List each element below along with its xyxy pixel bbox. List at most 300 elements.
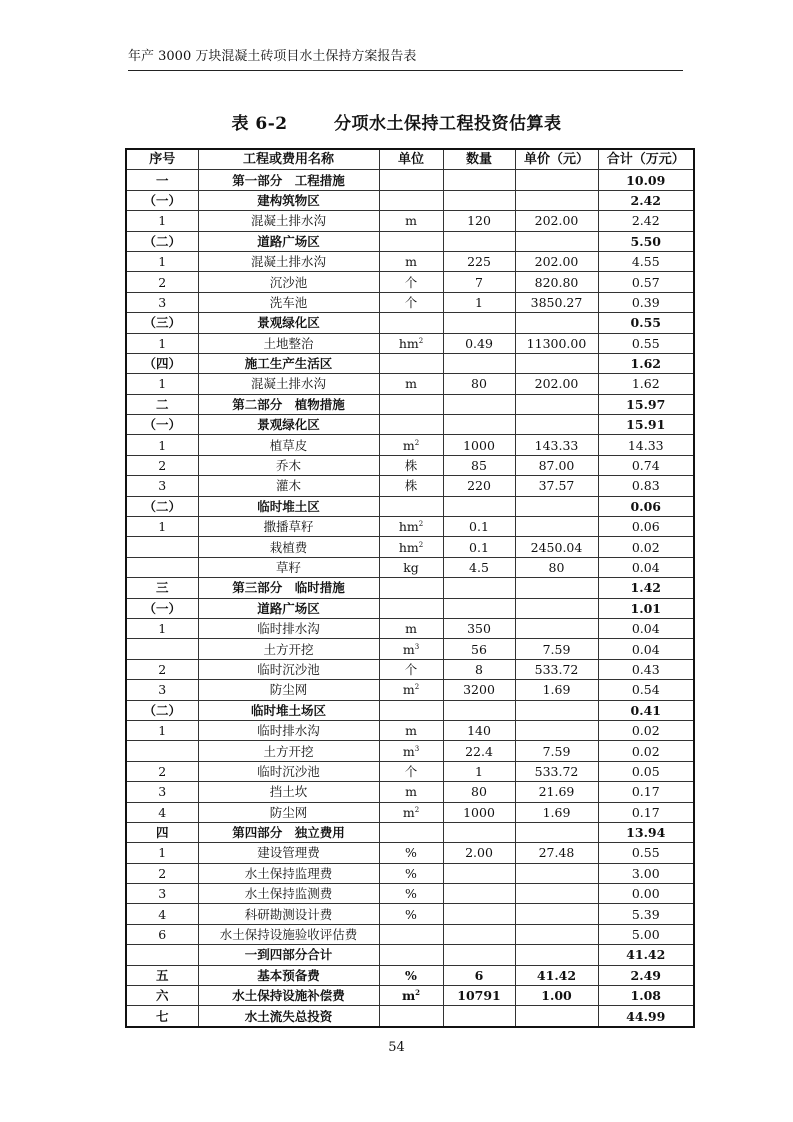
- cell-price: [515, 863, 598, 883]
- cell-unit: [379, 720, 443, 740]
- unit-text: m: [402, 743, 415, 759]
- cell-no: （二）: [126, 700, 198, 720]
- cell-no: 四: [126, 822, 198, 842]
- cell-total: 0.17: [598, 802, 694, 822]
- cell-no: 3: [126, 476, 198, 496]
- cell-unit: [379, 251, 443, 271]
- cell-name: 一到四部分合计: [198, 945, 379, 965]
- table-row: [126, 517, 694, 537]
- cell-unit: [379, 598, 443, 618]
- cell-name: 草籽: [198, 557, 379, 577]
- cell-unit: [379, 700, 443, 720]
- cell-name: 临时排水沟: [198, 720, 379, 740]
- cell-no: [126, 741, 198, 761]
- page-number: 54: [388, 1040, 405, 1055]
- table-row: [126, 986, 694, 1006]
- cell-qty: [443, 945, 515, 965]
- cell-unit: [379, 170, 443, 190]
- cell-qty: [443, 578, 515, 598]
- cell-no: 2: [126, 761, 198, 781]
- unit-text: 个: [404, 661, 418, 677]
- cell-qty: 4.5: [443, 557, 515, 577]
- cell-unit: [379, 292, 443, 312]
- cell-no: 2: [126, 659, 198, 679]
- cell-unit: [379, 965, 443, 985]
- table-row: [126, 272, 694, 292]
- unit-text: 株: [404, 458, 418, 474]
- col-header-qty: 数量: [443, 149, 515, 170]
- cell-name: 建构筑物区: [198, 190, 379, 210]
- cell-total: 1.08: [598, 986, 694, 1006]
- cell-qty: [443, 353, 515, 373]
- cell-price: 7.59: [515, 741, 598, 761]
- cell-name: 临时堆土区: [198, 496, 379, 516]
- table-row: [126, 700, 694, 720]
- cell-no: 三: [126, 578, 198, 598]
- cell-qty: 220: [443, 476, 515, 496]
- cell-qty: [443, 822, 515, 842]
- cell-name: 防尘网: [198, 802, 379, 822]
- unit-text: m: [405, 254, 417, 270]
- cell-price: [515, 904, 598, 924]
- cell-total: 0.43: [598, 659, 694, 679]
- cell-name: 防尘网: [198, 680, 379, 700]
- cell-unit: [379, 945, 443, 965]
- cell-total: 2.42: [598, 190, 694, 210]
- cell-price: 41.42: [515, 965, 598, 985]
- cell-price: [515, 598, 598, 618]
- cell-unit: [379, 353, 443, 373]
- cell-name: 土方开挖: [198, 639, 379, 659]
- unit-text: m: [401, 988, 416, 1004]
- unit-text: m: [402, 804, 415, 820]
- unit-exponent: 2: [415, 988, 421, 998]
- cell-price: [515, 190, 598, 210]
- cell-total: 15.97: [598, 394, 694, 414]
- table-row: [126, 720, 694, 740]
- cell-no: [126, 945, 198, 965]
- cell-no: 1: [126, 435, 198, 455]
- cell-total: 1.62: [598, 374, 694, 394]
- cell-price: [515, 618, 598, 638]
- cell-unit: [379, 313, 443, 333]
- cell-name: 水土保持监测费: [198, 884, 379, 904]
- cell-unit: [379, 231, 443, 251]
- cell-no: [126, 557, 198, 577]
- unit-text: m: [402, 641, 415, 657]
- unit-text: %: [405, 865, 417, 881]
- cell-total: 1.62: [598, 353, 694, 373]
- cell-no: 4: [126, 904, 198, 924]
- cell-total: 10.09: [598, 170, 694, 190]
- cell-price: 7.59: [515, 639, 598, 659]
- cell-qty: 225: [443, 251, 515, 271]
- cell-price: [515, 1006, 598, 1027]
- cell-price: [515, 170, 598, 190]
- cell-price: 37.57: [515, 476, 598, 496]
- table-row: [126, 924, 694, 944]
- unit-text: hm: [398, 539, 419, 555]
- cell-price: [515, 231, 598, 251]
- cell-price: [515, 313, 598, 333]
- cell-no: 1: [126, 843, 198, 863]
- table-row: [126, 639, 694, 659]
- cell-qty: 10791: [443, 986, 515, 1006]
- cell-price: [515, 353, 598, 373]
- cell-unit: [379, 782, 443, 802]
- unit-text: 个: [404, 294, 418, 310]
- cell-no: 1: [126, 251, 198, 271]
- cell-unit: [379, 680, 443, 700]
- table-row: [126, 822, 694, 842]
- cell-unit: [379, 822, 443, 842]
- cell-total: 0.05: [598, 761, 694, 781]
- unit-exponent: 2: [414, 805, 420, 814]
- cell-qty: [443, 884, 515, 904]
- page-header: [128, 48, 683, 71]
- cell-total: 0.02: [598, 741, 694, 761]
- cell-no: （一）: [126, 190, 198, 210]
- cell-qty: [443, 496, 515, 516]
- cell-qty: [443, 1006, 515, 1027]
- cell-total: 44.99: [598, 1006, 694, 1027]
- cell-name: 水土保持监理费: [198, 863, 379, 883]
- cell-no: 1: [126, 333, 198, 353]
- unit-exponent: 3: [414, 642, 420, 651]
- table-row: [126, 292, 694, 312]
- table-row: [126, 496, 694, 516]
- cell-name: 栽植费: [198, 537, 379, 557]
- table-row: [126, 659, 694, 679]
- unit-exponent: 3: [414, 744, 420, 753]
- cell-price: 11300.00: [515, 333, 598, 353]
- cell-total: 0.39: [598, 292, 694, 312]
- table-row: [126, 884, 694, 904]
- cell-qty: 3200: [443, 680, 515, 700]
- cell-name: 撒播草籽: [198, 517, 379, 537]
- cell-qty: 56: [443, 639, 515, 659]
- cell-no: （一）: [126, 598, 198, 618]
- cell-price: [515, 415, 598, 435]
- unit-text: %: [405, 967, 417, 983]
- cell-qty: 140: [443, 720, 515, 740]
- table-row: [126, 761, 694, 781]
- cell-unit: [379, 211, 443, 231]
- cell-price: [515, 924, 598, 944]
- unit-text: m: [402, 682, 415, 698]
- unit-text: m: [405, 213, 417, 229]
- cell-total: 0.74: [598, 455, 694, 475]
- cell-name: 洗车池: [198, 292, 379, 312]
- table-row: [126, 863, 694, 883]
- cell-unit: [379, 863, 443, 883]
- cell-qty: [443, 863, 515, 883]
- table-row: [126, 802, 694, 822]
- table-row: [126, 1006, 694, 1027]
- cell-unit: [379, 190, 443, 210]
- unit-text: %: [405, 906, 417, 922]
- cell-name: 第二部分 植物措施: [198, 394, 379, 414]
- cell-price: [515, 822, 598, 842]
- table-row: [126, 415, 694, 435]
- cell-unit: [379, 578, 443, 598]
- cell-name: 道路广场区: [198, 598, 379, 618]
- unit-text: m: [402, 437, 415, 453]
- table-row: [126, 945, 694, 965]
- cell-price: [515, 496, 598, 516]
- cell-no: 1: [126, 618, 198, 638]
- cell-qty: [443, 394, 515, 414]
- unit-text: 个: [404, 763, 418, 779]
- unit-exponent: 2: [418, 336, 424, 345]
- cell-price: [515, 884, 598, 904]
- cell-total: 13.94: [598, 822, 694, 842]
- cell-no: 2: [126, 455, 198, 475]
- unit-text: m: [405, 784, 417, 800]
- cell-no: [126, 537, 198, 557]
- cell-qty: [443, 170, 515, 190]
- cell-price: 202.00: [515, 251, 598, 271]
- cell-name: 第四部分 独立费用: [198, 822, 379, 842]
- table-row: [126, 904, 694, 924]
- cell-name: 第一部分 工程措施: [198, 170, 379, 190]
- unit-text: m: [405, 621, 417, 637]
- cell-qty: [443, 924, 515, 944]
- table-row: [126, 598, 694, 618]
- cell-price: 21.69: [515, 782, 598, 802]
- cell-name: 科研勘测设计费: [198, 904, 379, 924]
- cell-total: 0.17: [598, 782, 694, 802]
- cell-total: 0.83: [598, 476, 694, 496]
- cell-total: 0.54: [598, 680, 694, 700]
- cell-no: 2: [126, 863, 198, 883]
- table-name: 分项水土保持工程投资估算表: [334, 114, 562, 134]
- table-row: [126, 965, 694, 985]
- cell-no: 2: [126, 272, 198, 292]
- cell-name: 混凝土排水沟: [198, 211, 379, 231]
- cell-unit: [379, 884, 443, 904]
- unit-text: m: [405, 723, 417, 739]
- cell-qty: [443, 231, 515, 251]
- cell-price: 87.00: [515, 455, 598, 475]
- cell-total: 41.42: [598, 945, 694, 965]
- table-row: [126, 578, 694, 598]
- table-row: [126, 313, 694, 333]
- table-row: [126, 618, 694, 638]
- table-row: [126, 741, 694, 761]
- cell-total: 0.04: [598, 618, 694, 638]
- cell-name: 临时沉沙池: [198, 761, 379, 781]
- table-row: [126, 537, 694, 557]
- cell-name: 道路广场区: [198, 231, 379, 251]
- cell-qty: 350: [443, 618, 515, 638]
- cell-unit: [379, 537, 443, 557]
- cell-no: 6: [126, 924, 198, 944]
- unit-text: %: [405, 886, 417, 902]
- cell-unit: [379, 1006, 443, 1027]
- table-row: [126, 170, 694, 190]
- cell-qty: 22.4: [443, 741, 515, 761]
- col-header-no: 序号: [126, 149, 198, 170]
- cell-qty: [443, 598, 515, 618]
- cell-name: 临时沉沙池: [198, 659, 379, 679]
- cell-name: 建设管理费: [198, 843, 379, 863]
- cell-price: 2450.04: [515, 537, 598, 557]
- cell-qty: 80: [443, 782, 515, 802]
- cell-total: 1.01: [598, 598, 694, 618]
- cell-price: 27.48: [515, 843, 598, 863]
- cell-no: （四）: [126, 353, 198, 373]
- unit-exponent: 2: [414, 683, 420, 692]
- cell-unit: [379, 272, 443, 292]
- table-row: [126, 190, 694, 210]
- table-row: [126, 843, 694, 863]
- cell-total: 3.00: [598, 863, 694, 883]
- col-header-price: 单价（元）: [515, 149, 598, 170]
- cell-no: 六: [126, 986, 198, 1006]
- cell-price: 533.72: [515, 761, 598, 781]
- cell-unit: [379, 394, 443, 414]
- cell-price: [515, 945, 598, 965]
- unit-text: %: [405, 845, 417, 861]
- cell-unit: [379, 904, 443, 924]
- table-row: [126, 435, 694, 455]
- cell-price: 3850.27: [515, 292, 598, 312]
- cell-qty: 1: [443, 292, 515, 312]
- cell-name: 乔木: [198, 455, 379, 475]
- cell-total: 0.06: [598, 496, 694, 516]
- cell-name: 第三部分 临时措施: [198, 578, 379, 598]
- cell-name: 混凝土排水沟: [198, 374, 379, 394]
- cell-unit: [379, 924, 443, 944]
- cell-name: 土地整治: [198, 333, 379, 353]
- cell-total: 15.91: [598, 415, 694, 435]
- cell-total: 0.04: [598, 639, 694, 659]
- cell-no: 3: [126, 884, 198, 904]
- cell-total: 0.00: [598, 884, 694, 904]
- cell-price: 202.00: [515, 374, 598, 394]
- cell-qty: 0.1: [443, 517, 515, 537]
- cell-name: 水土保持设施验收评估费: [198, 924, 379, 944]
- cell-total: 4.55: [598, 251, 694, 271]
- cell-price: [515, 394, 598, 414]
- table-body: [126, 170, 694, 1027]
- cell-qty: 85: [443, 455, 515, 475]
- cell-name: 景观绿化区: [198, 415, 379, 435]
- cell-total: 1.42: [598, 578, 694, 598]
- table-number: 表 6-2: [231, 114, 288, 134]
- cell-qty: 8: [443, 659, 515, 679]
- cell-total: 0.57: [598, 272, 694, 292]
- table-row: [126, 680, 694, 700]
- cell-total: 14.33: [598, 435, 694, 455]
- cell-total: 0.04: [598, 557, 694, 577]
- cell-no: （二）: [126, 496, 198, 516]
- cell-unit: [379, 618, 443, 638]
- cell-unit: [379, 517, 443, 537]
- cell-total: 0.55: [598, 313, 694, 333]
- cell-unit: [379, 557, 443, 577]
- cell-qty: 2.00: [443, 843, 515, 863]
- col-header-total: 合计（万元）: [598, 149, 694, 170]
- cell-qty: 120: [443, 211, 515, 231]
- table-row: [126, 353, 694, 373]
- cell-name: 灌木: [198, 476, 379, 496]
- header-text: 年产 3000 万块混凝土砖项目水土保持方案报告表: [128, 49, 417, 64]
- cell-total: 0.06: [598, 517, 694, 537]
- cell-no: 1: [126, 211, 198, 231]
- cell-qty: 0.1: [443, 537, 515, 557]
- cell-unit: [379, 843, 443, 863]
- cell-total: 5.00: [598, 924, 694, 944]
- cell-qty: [443, 313, 515, 333]
- cell-no: （一）: [126, 415, 198, 435]
- cell-name: 混凝土排水沟: [198, 251, 379, 271]
- table-row: [126, 557, 694, 577]
- cell-name: 景观绿化区: [198, 313, 379, 333]
- cell-price: 533.72: [515, 659, 598, 679]
- cell-qty: 0.49: [443, 333, 515, 353]
- cell-unit: [379, 476, 443, 496]
- cell-name: 临时堆土场区: [198, 700, 379, 720]
- cell-price: [515, 578, 598, 598]
- unit-text: m: [405, 376, 417, 392]
- table-row: [126, 782, 694, 802]
- unit-exponent: 2: [418, 520, 424, 529]
- table-row: [126, 455, 694, 475]
- table-row: [126, 231, 694, 251]
- unit-text: hm: [398, 335, 419, 351]
- cell-total: 0.55: [598, 333, 694, 353]
- cell-unit: [379, 639, 443, 659]
- unit-exponent: 2: [414, 438, 420, 447]
- cell-qty: [443, 904, 515, 924]
- cell-name: 基本预备费: [198, 965, 379, 985]
- cell-price: 1.69: [515, 680, 598, 700]
- cell-unit: [379, 415, 443, 435]
- table-row: [126, 476, 694, 496]
- cell-no: 4: [126, 802, 198, 822]
- cell-total: 5.39: [598, 904, 694, 924]
- cell-unit: [379, 333, 443, 353]
- cell-no: 3: [126, 292, 198, 312]
- cell-price: 80: [515, 557, 598, 577]
- cell-unit: [379, 374, 443, 394]
- cell-name: 施工生产生活区: [198, 353, 379, 373]
- cell-qty: 6: [443, 965, 515, 985]
- cell-total: 5.50: [598, 231, 694, 251]
- cell-total: 0.02: [598, 537, 694, 557]
- unit-text: kg: [403, 560, 419, 575]
- cell-price: [515, 720, 598, 740]
- cell-name: 临时排水沟: [198, 618, 379, 638]
- cell-no: 1: [126, 720, 198, 740]
- cell-price: 1.00: [515, 986, 598, 1006]
- table-row: [126, 333, 694, 353]
- cell-total: 0.02: [598, 720, 694, 740]
- cell-unit: [379, 986, 443, 1006]
- cell-qty: [443, 415, 515, 435]
- table-title: [0, 113, 793, 135]
- cell-total: 0.41: [598, 700, 694, 720]
- cell-price: 820.80: [515, 272, 598, 292]
- cell-name: 水土保持设施补偿费: [198, 986, 379, 1006]
- cell-qty: 1: [443, 761, 515, 781]
- cell-no: （二）: [126, 231, 198, 251]
- cell-no: 七: [126, 1006, 198, 1027]
- cell-price: 143.33: [515, 435, 598, 455]
- table-row: [126, 374, 694, 394]
